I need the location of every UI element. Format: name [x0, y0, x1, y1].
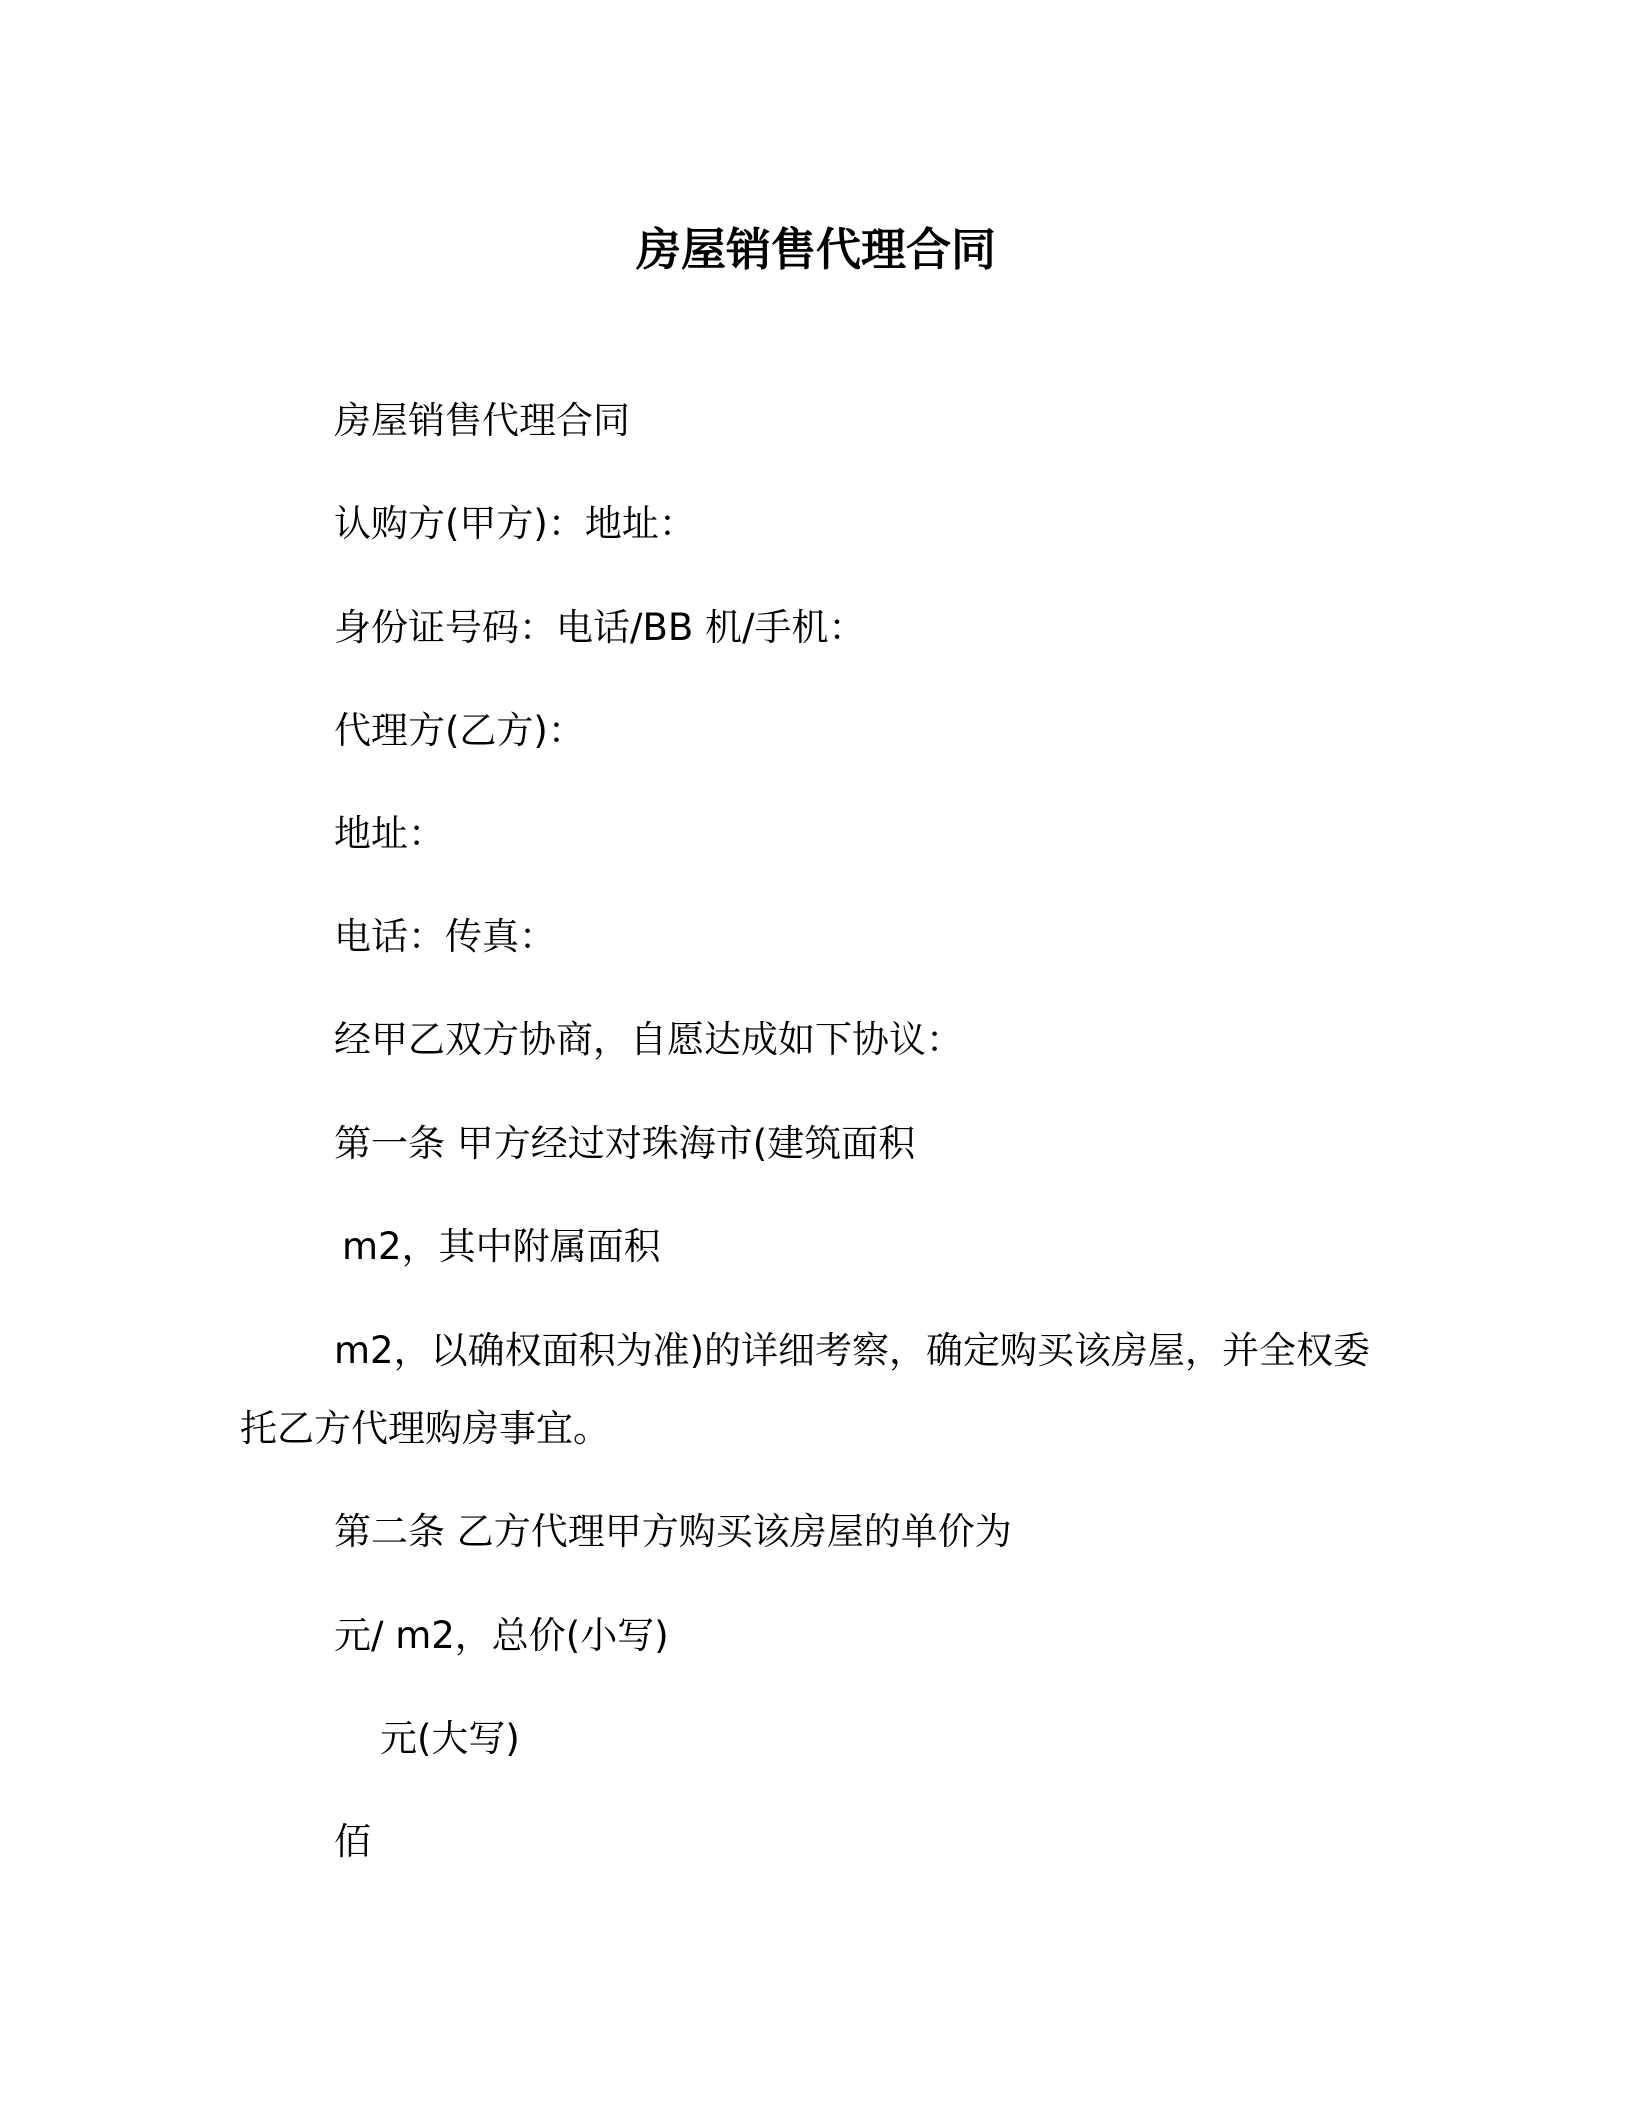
body-line-agent: 代理方(乙方)：: [334, 709, 585, 752]
body-line-article-1: 第一条 甲方经过对珠海市(建筑面积: [334, 1122, 916, 1165]
body-line-price: 元/ m2，总价(小写): [334, 1614, 669, 1657]
body-line-price-words: 元(大写): [380, 1717, 520, 1760]
body-line-hundred: 佰: [334, 1820, 371, 1863]
body-line-phone-fax: 电话：传真：: [334, 915, 556, 958]
body-line-id-phone: 身份证号码：电话/BB 机/手机：: [334, 606, 866, 649]
document-title: 房屋销售代理合同: [635, 223, 996, 276]
body-line-buyer: 认购方(甲方)：地址：: [334, 502, 696, 545]
body-line-agreement: 经甲乙双方协商，自愿达成如下协议：: [334, 1018, 963, 1061]
body-line-area-2: m2，以确权面积为准)的详细考察，确定购买该房屋，并全权委: [334, 1329, 1371, 1372]
body-line-heading: 房屋销售代理合同: [334, 399, 630, 442]
body-line-article-2: 第二条 乙方代理甲方购买该房屋的单价为: [334, 1510, 1012, 1553]
body-line-area-1: m2，其中附属面积: [342, 1225, 661, 1268]
body-line-entrust: 托乙方代理购房事宜。: [240, 1407, 610, 1450]
body-line-address: 地址：: [334, 812, 445, 855]
